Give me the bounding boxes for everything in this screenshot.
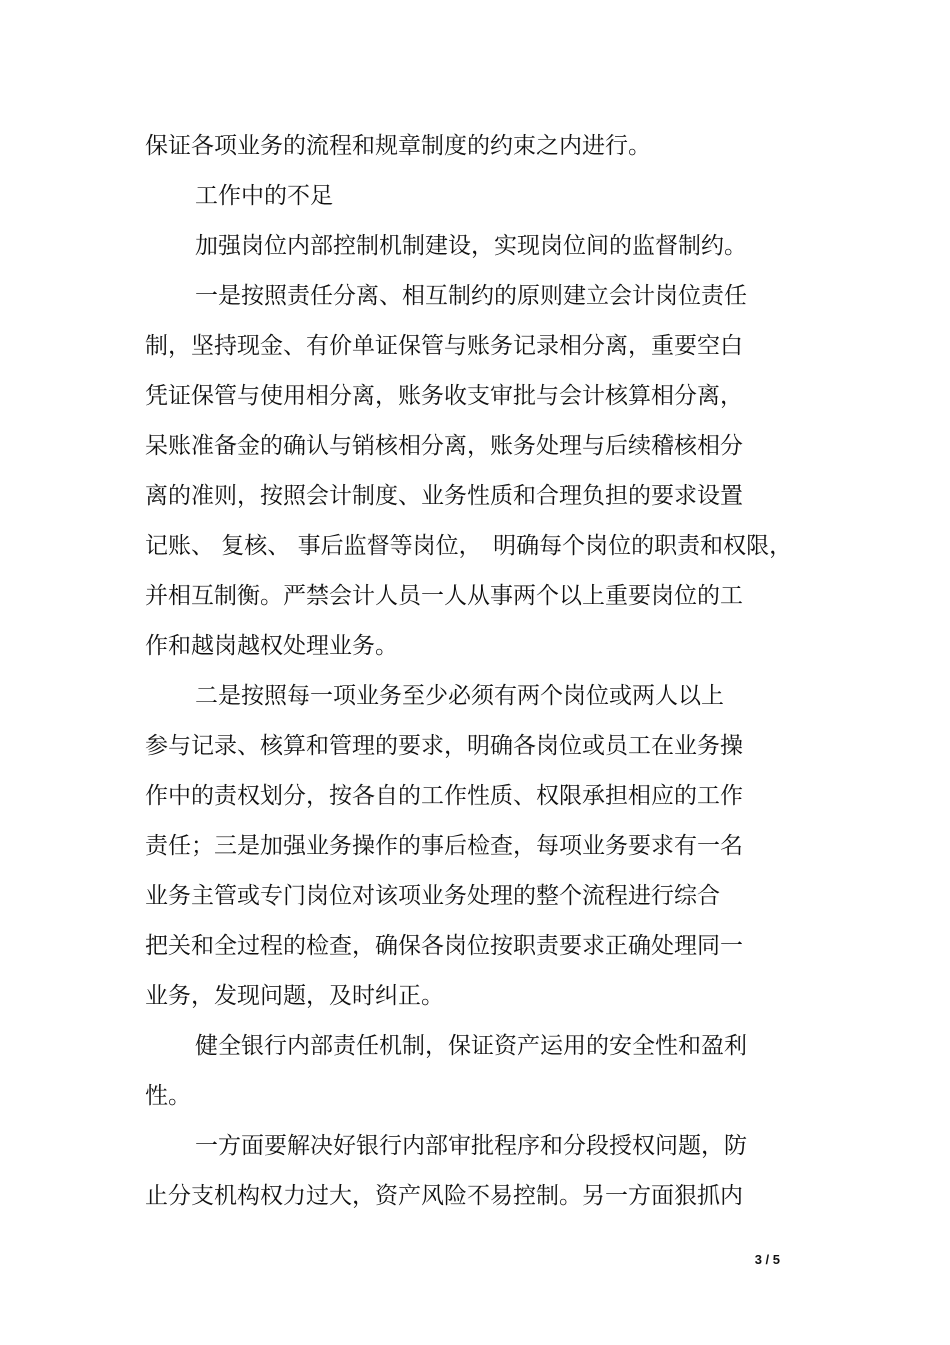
text-line: 离的准则，按照会计制度、业务性质和合理负担的要求设置 [145, 483, 743, 509]
text-line: 作中的责权划分，按各自的工作性质、权限承担相应的工作 [145, 783, 743, 809]
section-heading: 工作中的不足 [195, 183, 333, 209]
text-line: 二是按照每一项业务至少必须有两个岗位或两人以上 [195, 683, 724, 709]
text-line: 止分支机构权力过大，资产风险不易控制。另一方面狠抓内 [145, 1183, 743, 1209]
text-line: 把关和全过程的检查，确保各岗位按职责要求正确处理同一 [145, 933, 743, 959]
text-line: 凭证保管与使用相分离，账务收支审批与会计核算相分离， [145, 383, 743, 409]
text-line: 呆账准备金的确认与销核相分离，账务处理与后续稽核相分 [145, 433, 743, 459]
text-line: 责任；三是加强业务操作的事后检查，每项业务要求有一名 [145, 833, 743, 859]
text-line: 业务主管或专门岗位对该项业务处理的整个流程进行综合 [145, 883, 720, 909]
page-number: 3 / 5 [754, 1252, 780, 1267]
text-line: 性。 [145, 1083, 191, 1109]
text-line: 业务，发现问题，及时纠正。 [145, 983, 444, 1009]
text-line: 加强岗位内部控制机制建设，实现岗位间的监督制约。 [195, 233, 747, 259]
text-line: 一是按照责任分离、相互制约的原则建立会计岗位责任 [195, 283, 747, 309]
text-line: 参与记录、核算和管理的要求，明确各岗位或员工在业务操 [145, 733, 743, 759]
text-line: 记账、 复核、 事后监督等岗位， 明确每个岗位的职责和权限， [145, 533, 793, 559]
text-line: 健全银行内部责任机制，保证资产运用的安全性和盈利 [195, 1033, 747, 1059]
text-line: 作和越岗越权处理业务。 [145, 633, 398, 659]
text-line: 并相互制衡。严禁会计人员一人从事两个以上重要岗位的工 [145, 583, 743, 609]
text-line: 制，坚持现金、有价单证保管与账务记录相分离，重要空白 [145, 333, 743, 359]
text-line: 保证各项业务的流程和规章制度的约束之内进行。 [145, 133, 651, 159]
text-line: 一方面要解决好银行内部审批程序和分段授权问题，防 [195, 1133, 747, 1159]
